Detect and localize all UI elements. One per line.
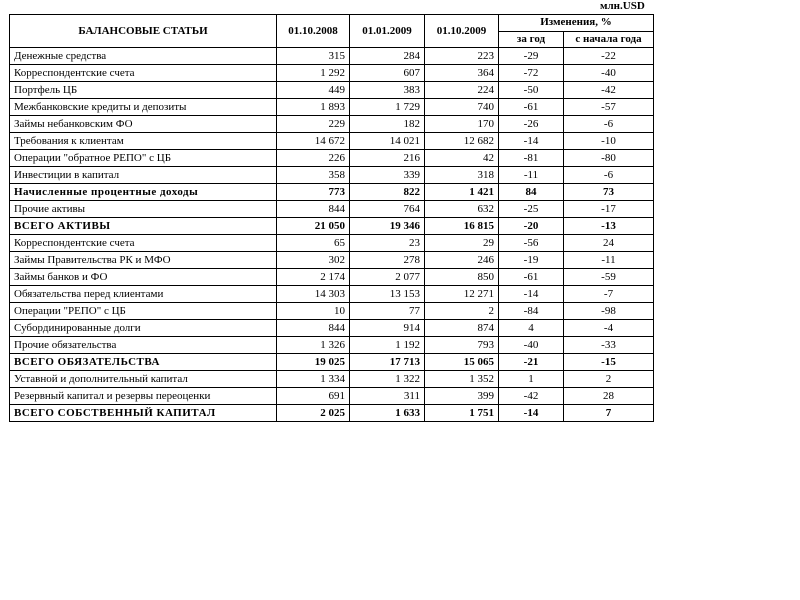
- value-01-10-2008: 844: [277, 320, 350, 337]
- change-ytd: -17: [564, 201, 654, 218]
- change-ytd: -6: [564, 167, 654, 184]
- value-01-10-2009: 170: [425, 116, 499, 133]
- header-items: БАЛАНСОВЫЕ СТАТЬИ: [10, 15, 277, 48]
- value-01-01-2009: 383: [350, 82, 425, 99]
- row-name: Обязательства перед клиентами: [10, 286, 277, 303]
- change-year: -14: [499, 405, 564, 422]
- value-01-01-2009: 14 021: [350, 133, 425, 150]
- row-name: Денежные средства: [10, 48, 277, 65]
- table-row: [10, 218, 654, 235]
- change-year: -72: [499, 65, 564, 82]
- row-name: Портфель ЦБ: [10, 82, 277, 99]
- change-year: -29: [499, 48, 564, 65]
- value-01-10-2008: 1 893: [277, 99, 350, 116]
- row-name: Займы Правительства РК и МФО: [10, 252, 277, 269]
- value-01-01-2009: 77: [350, 303, 425, 320]
- value-01-01-2009: 284: [350, 48, 425, 65]
- value-01-01-2009: 2 077: [350, 269, 425, 286]
- value-01-10-2008: 226: [277, 150, 350, 167]
- value-01-10-2009: 1 421: [425, 184, 499, 201]
- value-01-10-2009: 16 815: [425, 218, 499, 235]
- change-ytd: -33: [564, 337, 654, 354]
- change-year: -40: [499, 337, 564, 354]
- value-01-10-2008: 1 334: [277, 371, 350, 388]
- change-year: -61: [499, 99, 564, 116]
- value-01-10-2009: 740: [425, 99, 499, 116]
- table-row: [10, 320, 654, 337]
- change-ytd: -22: [564, 48, 654, 65]
- row-name: Операции "РЕПО" с ЦБ: [10, 303, 277, 320]
- value-01-10-2008: 2 025: [277, 405, 350, 422]
- value-01-01-2009: 339: [350, 167, 425, 184]
- change-ytd: -6: [564, 116, 654, 133]
- value-01-10-2009: 29: [425, 235, 499, 252]
- table-row: [10, 150, 654, 167]
- change-ytd: 28: [564, 388, 654, 405]
- change-year: -81: [499, 150, 564, 167]
- value-01-10-2008: 773: [277, 184, 350, 201]
- value-01-10-2008: 358: [277, 167, 350, 184]
- value-01-10-2008: 1 292: [277, 65, 350, 82]
- value-01-01-2009: 764: [350, 201, 425, 218]
- table-body: [10, 48, 654, 422]
- table-row: [10, 82, 654, 99]
- value-01-10-2009: 632: [425, 201, 499, 218]
- change-year: 1: [499, 371, 564, 388]
- value-01-01-2009: 822: [350, 184, 425, 201]
- value-01-01-2009: 17 713: [350, 354, 425, 371]
- value-01-10-2008: 65: [277, 235, 350, 252]
- table-row: [10, 303, 654, 320]
- value-01-01-2009: 311: [350, 388, 425, 405]
- row-name: Займы небанковским ФО: [10, 116, 277, 133]
- table-row: [10, 184, 654, 201]
- header-date-2: 01.01.2009: [350, 15, 425, 48]
- value-01-10-2008: 449: [277, 82, 350, 99]
- value-01-10-2009: 1 751: [425, 405, 499, 422]
- value-01-10-2008: 14 303: [277, 286, 350, 303]
- value-01-10-2009: 224: [425, 82, 499, 99]
- value-01-10-2009: 850: [425, 269, 499, 286]
- table-row: [10, 235, 654, 252]
- change-ytd: -13: [564, 218, 654, 235]
- value-01-10-2009: 12 682: [425, 133, 499, 150]
- value-01-10-2008: 691: [277, 388, 350, 405]
- row-name: Инвестиции в капитал: [10, 167, 277, 184]
- table-row: [10, 405, 654, 422]
- value-01-01-2009: 1 729: [350, 99, 425, 116]
- table-row: [10, 269, 654, 286]
- row-name: Резервный капитал и резервы переоценки: [10, 388, 277, 405]
- table-row: [10, 354, 654, 371]
- row-name: Займы банков и ФО: [10, 269, 277, 286]
- unit-label: млн.USD: [600, 0, 645, 12]
- change-ytd: -7: [564, 286, 654, 303]
- change-year: -19: [499, 252, 564, 269]
- value-01-01-2009: 23: [350, 235, 425, 252]
- change-year: -14: [499, 286, 564, 303]
- header-year: за год: [499, 31, 564, 48]
- change-year: 4: [499, 320, 564, 337]
- row-name: ВСЕГО СОБСТВЕННЫЙ КАПИТАЛ: [10, 405, 277, 422]
- change-year: -84: [499, 303, 564, 320]
- value-01-10-2009: 793: [425, 337, 499, 354]
- value-01-10-2009: 1 352: [425, 371, 499, 388]
- change-ytd: -57: [564, 99, 654, 116]
- header-date-1: 01.10.2008: [277, 15, 350, 48]
- value-01-01-2009: 1 322: [350, 371, 425, 388]
- value-01-01-2009: 182: [350, 116, 425, 133]
- table-row: [10, 167, 654, 184]
- table-row: [10, 371, 654, 388]
- change-ytd: 2: [564, 371, 654, 388]
- table-row: [10, 48, 654, 65]
- value-01-10-2008: 302: [277, 252, 350, 269]
- value-01-10-2009: 318: [425, 167, 499, 184]
- table-row: [10, 388, 654, 405]
- row-name: Операции "обратное РЕПО" с ЦБ: [10, 150, 277, 167]
- change-year: -26: [499, 116, 564, 133]
- row-name: ВСЕГО АКТИВЫ: [10, 218, 277, 235]
- value-01-01-2009: 607: [350, 65, 425, 82]
- value-01-01-2009: 914: [350, 320, 425, 337]
- change-ytd: -4: [564, 320, 654, 337]
- change-ytd: -10: [564, 133, 654, 150]
- value-01-10-2009: 399: [425, 388, 499, 405]
- value-01-10-2009: 2: [425, 303, 499, 320]
- table-row: [10, 133, 654, 150]
- change-ytd: 73: [564, 184, 654, 201]
- change-year: -11: [499, 167, 564, 184]
- change-ytd: -59: [564, 269, 654, 286]
- value-01-10-2008: 2 174: [277, 269, 350, 286]
- value-01-10-2009: 364: [425, 65, 499, 82]
- table-row: [10, 286, 654, 303]
- row-name: Прочие активы: [10, 201, 277, 218]
- change-year: 84: [499, 184, 564, 201]
- table-row: [10, 65, 654, 82]
- row-name: Корреспондентские счета: [10, 65, 277, 82]
- value-01-10-2009: 15 065: [425, 354, 499, 371]
- change-ytd: -15: [564, 354, 654, 371]
- change-ytd: 24: [564, 235, 654, 252]
- value-01-10-2008: 315: [277, 48, 350, 65]
- value-01-10-2008: 10: [277, 303, 350, 320]
- value-01-10-2009: 42: [425, 150, 499, 167]
- value-01-01-2009: 13 153: [350, 286, 425, 303]
- value-01-10-2009: 223: [425, 48, 499, 65]
- value-01-01-2009: 1 633: [350, 405, 425, 422]
- value-01-10-2008: 21 050: [277, 218, 350, 235]
- change-year: -21: [499, 354, 564, 371]
- table-row: [10, 201, 654, 218]
- header-date-3: 01.10.2009: [425, 15, 499, 48]
- change-ytd: -42: [564, 82, 654, 99]
- row-name: Начисленные процентные доходы: [10, 184, 277, 201]
- change-ytd: -98: [564, 303, 654, 320]
- change-year: -14: [499, 133, 564, 150]
- table-row: [10, 116, 654, 133]
- change-ytd: -80: [564, 150, 654, 167]
- change-year: -61: [499, 269, 564, 286]
- value-01-10-2009: 12 271: [425, 286, 499, 303]
- row-name: Корреспондентские счета: [10, 235, 277, 252]
- change-year: -20: [499, 218, 564, 235]
- change-year: -25: [499, 201, 564, 218]
- value-01-01-2009: 1 192: [350, 337, 425, 354]
- row-name: Межбанковские кредиты и депозиты: [10, 99, 277, 116]
- change-year: -56: [499, 235, 564, 252]
- value-01-10-2008: 19 025: [277, 354, 350, 371]
- value-01-10-2008: 844: [277, 201, 350, 218]
- row-name: Субординированные долги: [10, 320, 277, 337]
- value-01-10-2008: 229: [277, 116, 350, 133]
- table-row: [10, 252, 654, 269]
- change-ytd: -40: [564, 65, 654, 82]
- change-ytd: 7: [564, 405, 654, 422]
- row-name: Требования к клиентам: [10, 133, 277, 150]
- value-01-10-2008: 14 672: [277, 133, 350, 150]
- balance-table: [9, 14, 654, 422]
- row-name: Прочие обязательства: [10, 337, 277, 354]
- row-name: ВСЕГО ОБЯЗАТЕЛЬСТВА: [10, 354, 277, 371]
- value-01-10-2008: 1 326: [277, 337, 350, 354]
- value-01-01-2009: 19 346: [350, 218, 425, 235]
- value-01-01-2009: 216: [350, 150, 425, 167]
- change-year: -42: [499, 388, 564, 405]
- table-row: [10, 337, 654, 354]
- change-year: -50: [499, 82, 564, 99]
- header-ytd: с начала года: [564, 31, 654, 48]
- table-row: [10, 99, 654, 116]
- change-ytd: -11: [564, 252, 654, 269]
- value-01-01-2009: 278: [350, 252, 425, 269]
- row-name: Уставной и дополнительный капитал: [10, 371, 277, 388]
- header-changes: Изменения, %: [499, 15, 654, 32]
- value-01-10-2009: 874: [425, 320, 499, 337]
- value-01-10-2009: 246: [425, 252, 499, 269]
